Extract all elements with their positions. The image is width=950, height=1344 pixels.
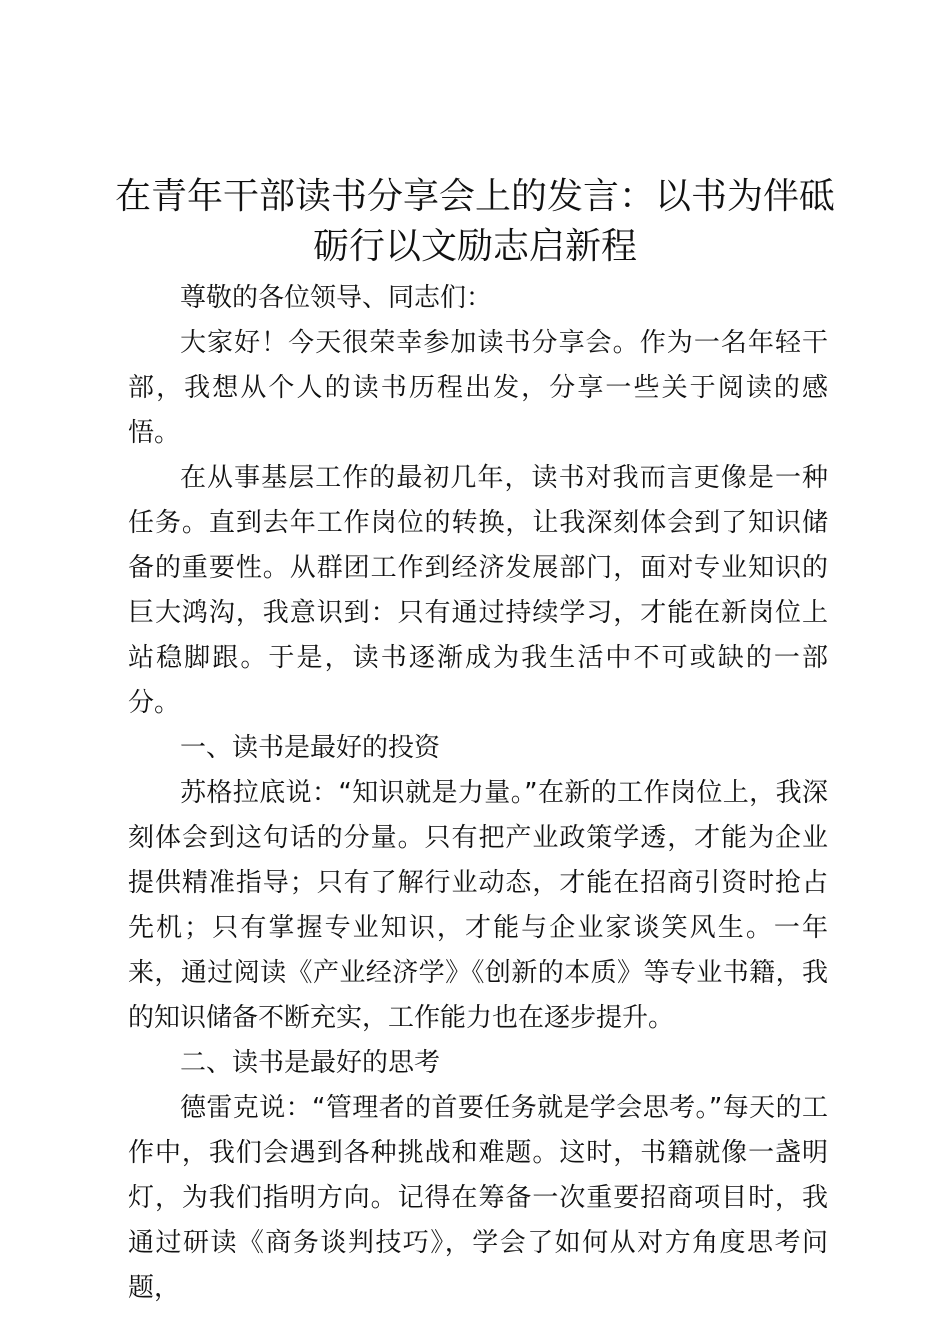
paragraph-background: 在从事基层工作的最初几年，读书对我而言更像是一种任务。直到去年工作岗位的转换，让我深刻体会到了知识储备的重要性。从群团工作到经济发展部门，面对专业知识的巨大鸿沟，我意识到：只有通过持续学习，才能在新岗位上站稳脚跟。于是，读书逐渐成为我生活中不可或缺的一部分。 [128, 463, 828, 718]
section-heading-2: 二、读书是最好的思考 [180, 1048, 441, 1078]
paragraph-section-1: 苏格拉底说：“知识就是力量。”在新的工作岗位上，我深刻体会到这句话的分量。只有把产业政策学透，才能为企业提供精准指导；只有了解行业动态，才能在招商引资时抢占先机；只有掌握专业知识，才能与企业家谈笑风生。一年来，通过阅读《产业经济学》《创新的本质》等专业书籍，我的知识储备不断充实，工作能力也在逐步提升。 [128, 778, 828, 1033]
salutation: 尊敬的各位领导、同志们： [180, 283, 493, 313]
section-heading-1: 一、读书是最好的投资 [180, 733, 441, 763]
document-body [128, 276, 828, 1311]
document-title-line-2: 砺行以文励志启新程 [312, 226, 637, 267]
paragraph-section-2: 德雷克说：“管理者的首要任务就是学会思考。”每天的工作中，我们会遇到各种挑战和难题。这时，书籍就像一盏明灯，为我们指明方向。记得在筹备一次重要招商项目时，我通过研读《商务谈判技巧》，学会了如何从对方角度思考问题， [128, 1093, 828, 1303]
paragraph-greeting: 大家好！今天很荣幸参加读书分享会。作为一名年轻干部，我想从个人的读书历程出发，分享一些关于阅读的感悟。 [128, 328, 828, 448]
document-title-line-1: 在青年干部读书分享会上的发言：以书为伴砥 [114, 176, 835, 217]
